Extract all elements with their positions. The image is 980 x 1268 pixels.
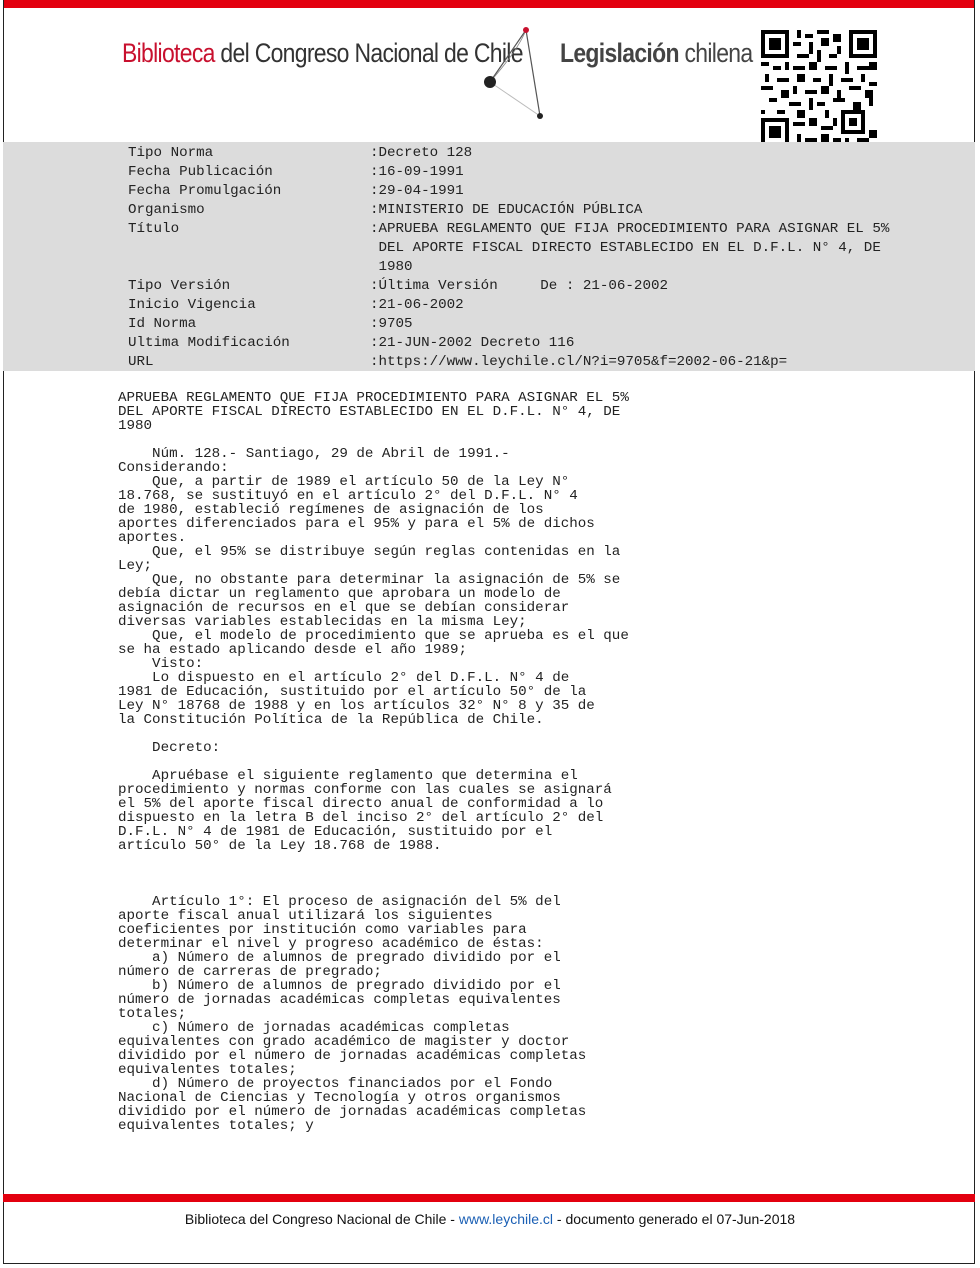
qr-code-icon[interactable] <box>761 30 877 146</box>
meta-key: Ultima Modificación <box>128 335 290 351</box>
logo-biblioteca: Biblioteca <box>122 38 215 68</box>
meta-value: :Última Versión De : 21-06-2002 <box>370 278 668 294</box>
footer <box>0 1211 980 1227</box>
meta-key: Inicio Vigencia <box>128 297 256 313</box>
meta-url[interactable]: :https://www.leychile.cl/N?i=9705&f=2002-06-21&p= <box>370 354 788 370</box>
logo-chilena: chilena <box>678 38 753 68</box>
meta-value: :21-JUN-2002 Decreto 116 <box>370 335 575 351</box>
meta-value: :MINISTERIO DE EDUCACIÓN PÚBLICA <box>370 202 643 218</box>
meta-value: :16-09-1991 <box>370 164 464 180</box>
meta-key: Título <box>128 221 180 237</box>
meta-value: 1980 <box>370 259 413 275</box>
meta-key: Tipo Norma <box>128 145 214 161</box>
meta-value: :29-04-1991 <box>370 183 464 199</box>
metadata-panel <box>3 142 975 371</box>
logo-legislacion: Legislación <box>560 38 679 68</box>
meta-value: :APRUEBA REGLAMENTO QUE FIJA PROCEDIMIENTO PARA ASIGNAR EL 5% <box>370 221 890 237</box>
meta-key: URL <box>128 354 154 370</box>
legislacion-logo-text <box>560 38 752 69</box>
library-emblem-icon <box>478 20 550 130</box>
header <box>0 8 980 140</box>
meta-key: Tipo Versión <box>128 278 231 294</box>
logo-congreso: del Congreso Nacional de Chile <box>214 38 523 68</box>
bottom-red-bar <box>3 1194 975 1202</box>
meta-value: :9705 <box>370 316 413 332</box>
footer-prefix: Biblioteca del Congreso Nacional de Chile - <box>184 1211 459 1227</box>
footer-suffix: - documento generado el 07-Jun-2018 <box>553 1211 796 1227</box>
footer-link[interactable]: www.leychile.cl <box>458 1211 553 1227</box>
meta-key: Id Norma <box>128 316 197 332</box>
library-logo-text <box>122 38 523 69</box>
meta-value: DEL APORTE FISCAL DIRECTO ESTABLECIDO EN EL D.F.L. N° 4, DE <box>370 240 881 256</box>
meta-value: :Decreto 128 <box>370 145 473 161</box>
decree-body-text: APRUEBA REGLAMENTO QUE FIJA PROCEDIMIENTO PARA ASIGNAR EL 5% DEL APORTE FISCAL DIRECTO ESTABLECIDO EN EL D.F.L. N° 4, DE 1980 Núm. 128.- Santiago, 29 de Abril de 1991.- Considerando: Que, a partir de 1989 el artículo 50 de la Ley N° 18.768, se sustituyó en el artículo 2° del D.F.L. N° 4 de 1980, estableció regímenes de asignación de los aportes diferenciados para el 95% y para el 5% de dichos aportes. Que, el 95% se distribuye según reglas contenidas en la Ley; Que, no obstante para determinar la asignación de 5% se debía dictar un reglamento que aprobara un modelo de asignación de recursos en el que se debían considerar diversas variables establecidas en la misma Ley; Que, el modelo de procedimiento que se aprueba es el que se ha estado aplicando desde el año 1989; Visto: Lo dispuesto en el artículo 2° del D.F.L. N° 4 de 1981 de Educación, sustituido por el artículo 50° de la Ley N° 18768 de 1988 y en los artículos 32° N° 8 y 35 de la Constitución Política de la República de Chile. Decreto: Apruébase el siguiente reglamento que determina el procedimiento y normas conforme con las cuales se asignará el 5% del aporte fiscal directo anual de conformidad a lo dispuesto en la letra B del inciso 2° del artículo 2° del D.F.L. N° 4 de 1981 de Educación, sustituido por el artículo 50° de la Ley 18.768 de 1988. Artículo 1°: El proceso de asignación del 5% del aporte fiscal anual utilizará los siguientes coeficientes por institución como variables para determinar el nivel y progreso académico de éstas: a) Número de alumnos de pregrado dividido por el número de carreras de pregrado; b) Número de alumnos de pregrado dividido por el número de jornadas académicas completas equivalentes totales; c) Número de jornadas académicas completas equivalentes con grado académico de magister y doctor dividido por el número de jornadas académicas completas equivalentes totales; d) Número de proyectos financiados por el Fondo Nacional de Ciencias y Tecnología y otros organismos dividido por el número de jornadas académicas completas equivalentes totales; y <box>118 390 629 1134</box>
meta-key: Organismo <box>128 202 205 218</box>
meta-key: Fecha Publicación <box>128 164 273 180</box>
meta-value: :21-06-2002 <box>370 297 464 313</box>
meta-key: Fecha Promulgación <box>128 183 282 199</box>
